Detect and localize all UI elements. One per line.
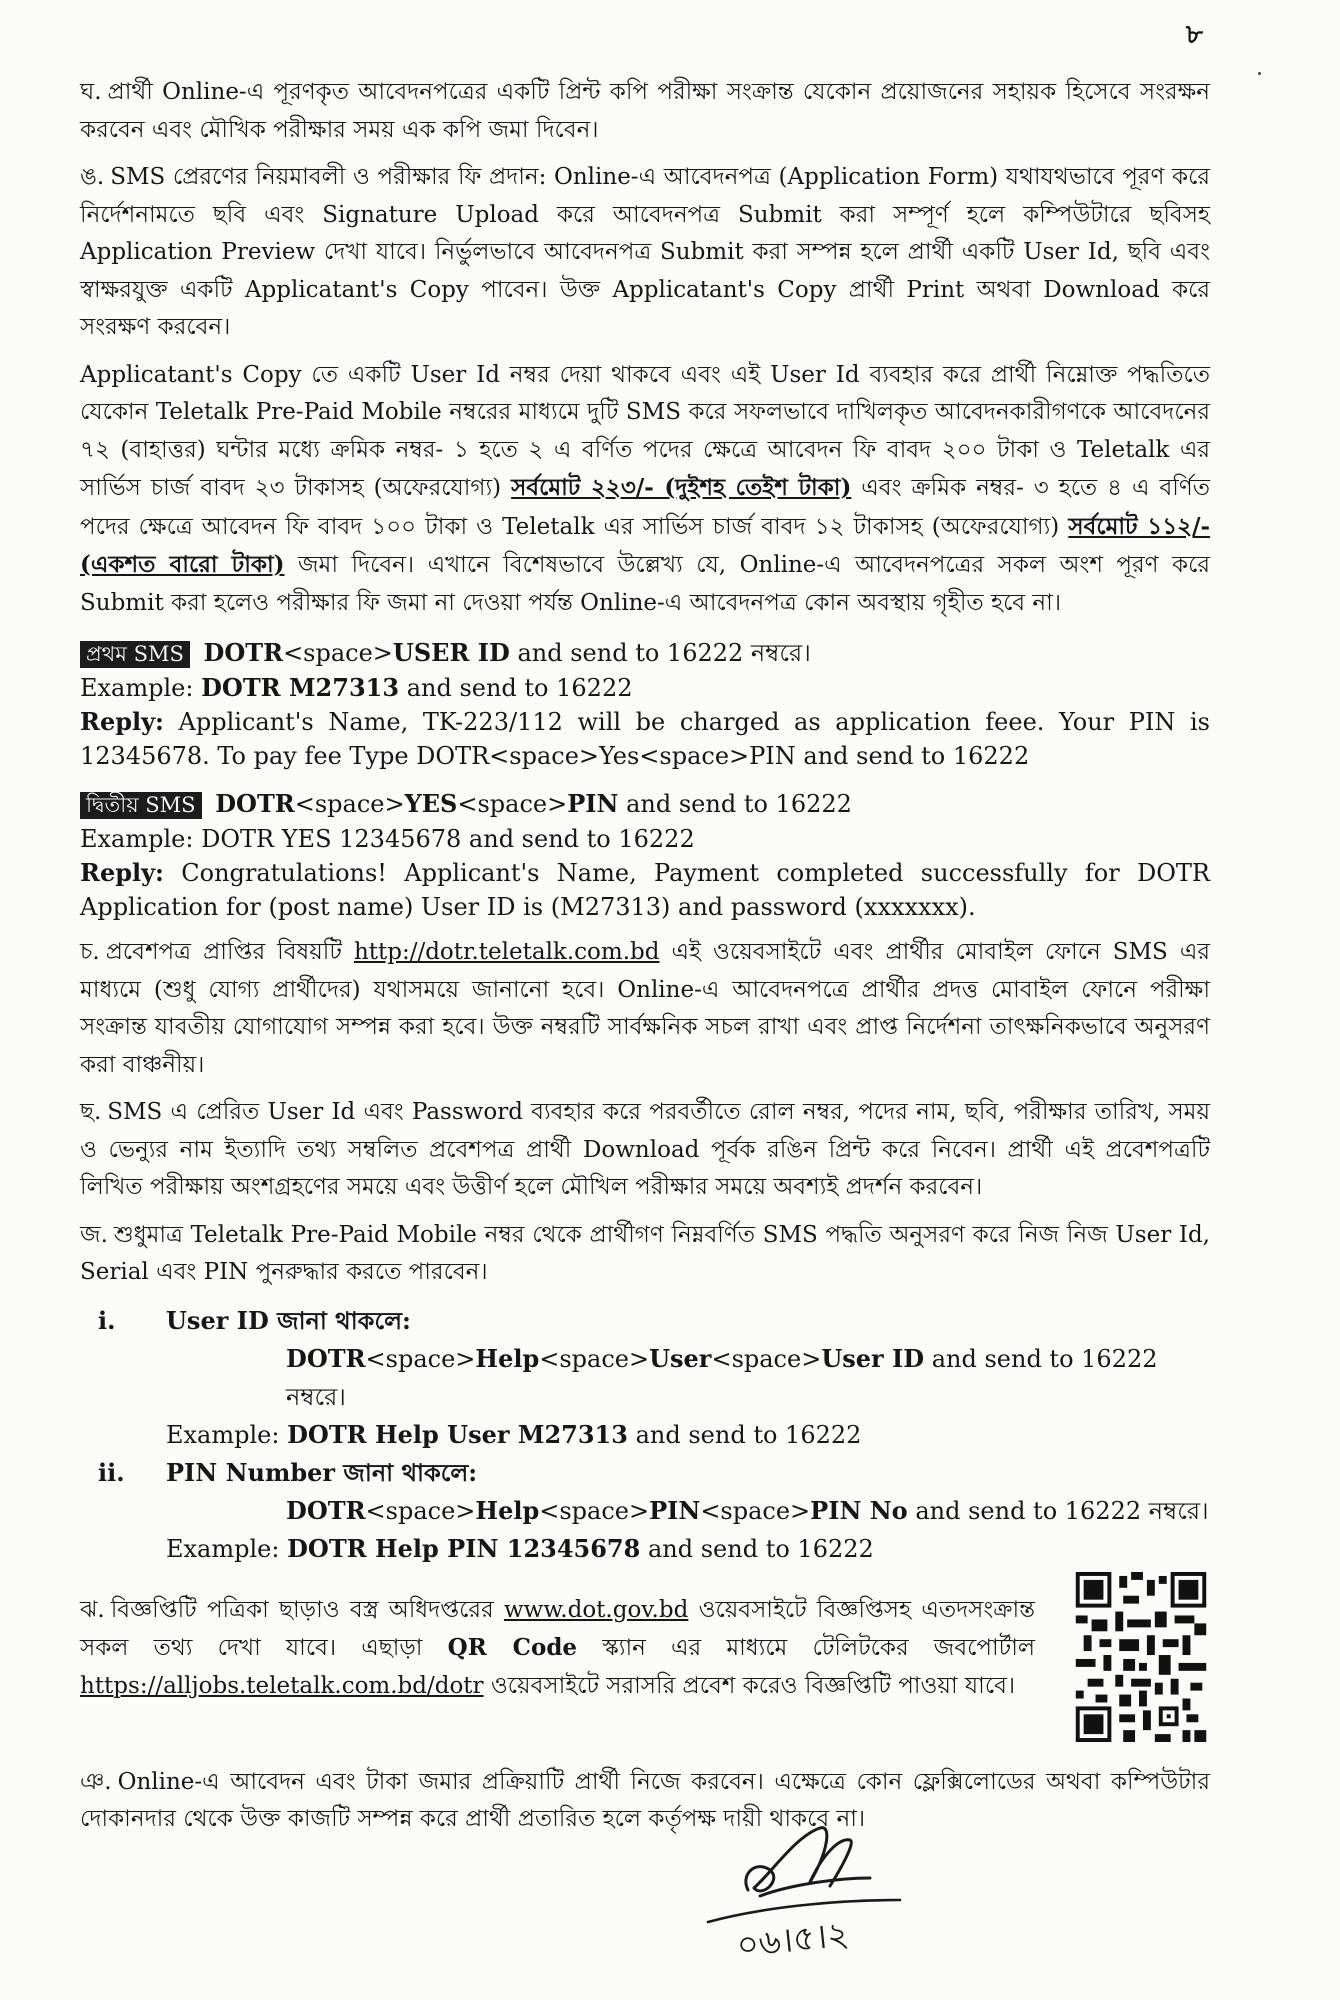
cmd-keyword: Help — [475, 1343, 540, 1373]
cmd-space: <space> — [283, 639, 393, 667]
first-sms-block — [80, 636, 1210, 773]
fee-text-2: এবং ক্রমিক নম্বর- ৩ হতে ৪ এ বর্ণিত পদের ক্ষেত্রে আবেদন ফি বাবদ ১০০ টাকা ও Teletalk এর সার্ভিস চার্জ বাবদ ১২ টাকাসহ (অফেরযোগ্য) — [80, 475, 1211, 540]
fee-text-1: Applicatant's Copy তে একটি User Id নম্বর দেয়া থাকবে এবং এই User Id ব্যবহার করে প্রার্থী নিম্নোক্ত পদ্ধতিতে যেকোন Teletalk Pre-Paid Mobile নম্বরের মাধ্যমে দুটি SMS করে সফলভাবে দাখিলকৃত আবেদনকারীগণকে আবেদনের ৭২ (বাহাত্তর) ঘন্টার মধ্যে ক্রমিক নম্বর- ১ হতে ২ এ বর্ণিত পদের ক্ষেত্রে আবেদন ফি বাবদ ২০০ টাকা ও Teletalk এর সার্ভিস চার্জ বাবদ ২৩ টাকাসহ (অফেরযোগ্য) — [80, 361, 1210, 501]
cmd-keyword: DOTR — [286, 1343, 366, 1373]
page-number: ৮ — [1186, 20, 1203, 50]
retrieve-command — [80, 1492, 1210, 1530]
cmd-rest: and send to 16222 নম্বরে। — [517, 639, 811, 667]
retrieve-item — [80, 1454, 1210, 1568]
qr-section — [80, 1592, 1210, 1742]
paragraph-text: Online-এ আবেদন এবং টাকা জমার প্রক্রিয়াটি প্রার্থী নিজে করবেন। এক্ষেত্রে কোন ফ্লেক্সিলোডের অথবা কম্পিউটার দোকানদার থেকে উক্ত কাজটি সম্পন্ন করে প্রার্থী প্রতারিত হলে কর্তৃপক্ষ দায়ী থাকবে না। — [80, 1768, 1210, 1832]
teletalk-jobs-link[interactable]: https://alljobs.teletalk.com.bd/dotr — [80, 1672, 484, 1699]
retrieve-item — [80, 1302, 1210, 1454]
document-body — [80, 74, 1210, 1849]
example-label: Example: — [166, 1420, 280, 1449]
example-label: Example: — [166, 1534, 280, 1563]
first-sms-reply — [80, 705, 1210, 773]
retrieve-example — [80, 1530, 1210, 1568]
first-sms-example — [80, 671, 1210, 705]
paragraph-cha — [80, 934, 1210, 1084]
cmd-keyword: PIN No — [810, 1495, 908, 1525]
example-code: DOTR M27313 — [201, 673, 400, 702]
reply-text: Applicant's Name, TK-223/112 will be charged as application feee. Your PIN is 12345678. To pay fee Type DOTR<space>Yes<space>PIN and send to 16222 — [80, 708, 1210, 770]
qr-code-label: QR Code — [447, 1634, 578, 1661]
cmd-space: <space> — [700, 1496, 811, 1525]
paragraph-text: স্ক্যান এর মাধ্যমে টেলিটকের জবপোর্টাল — [602, 1635, 1036, 1661]
paragraph-nya — [80, 1764, 1210, 1839]
cmd-rest: and send to 16222 নম্বরে। — [286, 1344, 1158, 1411]
cmd-space: <space> — [365, 1496, 476, 1525]
example-code: DOTR Help PIN 12345678 — [287, 1533, 641, 1563]
dot-website-link[interactable]: www.dot.gov.bd — [503, 1596, 689, 1623]
retrieve-heading: PIN Number জানা থাকলে: — [166, 1457, 478, 1487]
example-rest: and send to 16222 — [635, 1420, 862, 1449]
second-sms-block — [80, 787, 1210, 924]
paragraph-text: প্রবেশপত্র প্রাপ্তির বিষয়টি — [105, 939, 342, 965]
cmd-keyword: DOTR — [203, 638, 284, 667]
cmd-space: <space> — [365, 1344, 476, 1373]
cmd-space: <space> — [711, 1344, 822, 1373]
retrieve-list — [80, 1302, 1210, 1568]
second-sms-example: Example: DOTR YES 12345678 and send to 16222 — [80, 825, 695, 853]
roman-numeral: ii. — [98, 1457, 125, 1487]
reply-label: Reply: — [80, 858, 164, 887]
paragraph-marker: ঙ. — [80, 164, 105, 190]
paragraph-text: SMS প্রেরণের নিয়মাবলী ও পরীক্ষার ফি প্রদান: Online-এ আবেদনপত্র (Application Form) যথাযথভাবে পূরণ করে নির্দেশনামতে ছবি এবং Signature Upload করে আবেদনপত্র Submit করা সম্পূর্ণ হলে কম্পিউটারে ছবিসহ Application Preview দেখা যাবে। নির্ভুলভাবে আবেদনপত্র Submit করা সম্পন্ন হলে প্রার্থী একটি User Id, ছবি এবং স্বাক্ষরযুক্ত একটি Applicatant's Copy পাবেন। উক্ত Applicatant's Copy প্রার্থী Print অথবা Download করে সংরক্ষণ করবেন। — [80, 164, 1210, 340]
example-label: Example: — [80, 674, 194, 702]
total-fee-1: সর্বমোট ২২৩/- (দুইশহ তেইশ টাকা) — [511, 474, 852, 501]
cmd-keyword: User — [649, 1343, 712, 1373]
retrieve-example — [80, 1416, 1210, 1454]
signature-date: ০৬।৫।২ — [734, 1914, 852, 1966]
paragraph-marker: ঘ. — [80, 79, 102, 105]
retrieve-command — [80, 1340, 1210, 1416]
cmd-rest: and send to 16222 নম্বরে। — [915, 1496, 1209, 1525]
paragraph-text: প্রার্থী Online-এ পূরণকৃত আবেদনপত্রের একটি প্রিন্ট কপি পরীক্ষা সংক্রান্ত যেকোন প্রয়োজনের সহায়ক হিসেবে সংরক্ষন করবেন এবং মৌখিক পরীক্ষার সময় এক কপি জমা দিবেন। — [80, 79, 1210, 143]
scan-speck — [1258, 72, 1261, 75]
reply-text: Congratulations! Applicant's Name, Payment completed successfully for DOTR Application for (post name) User ID is (M27313) and password (xxxxxxx). — [80, 859, 1210, 921]
paragraph-marker: জ. — [80, 1221, 108, 1248]
cmd-keyword: USER ID — [392, 638, 510, 667]
cmd-keyword: PIN — [649, 1495, 701, 1525]
roman-numeral: i. — [98, 1305, 116, 1335]
cmd-space: <space> — [457, 790, 568, 818]
paragraph-jha — [80, 1592, 1035, 1706]
second-sms-reply — [80, 856, 1210, 924]
cmd-keyword: DOTR — [286, 1495, 366, 1525]
reply-label: Reply: — [80, 707, 164, 736]
paragraph-marker: চ. — [80, 939, 100, 965]
second-sms-tag: দ্বিতীয় SMS — [80, 792, 202, 819]
cmd-keyword: Help — [475, 1495, 540, 1525]
cmd-keyword: PIN — [567, 789, 619, 818]
paragraph-marker: ঞ. — [80, 1768, 112, 1795]
cmd-keyword: User ID — [821, 1343, 925, 1373]
cmd-rest: and send to 16222 — [626, 790, 852, 818]
cmd-space: <space> — [539, 1344, 650, 1373]
paragraph-marker: ছ. — [80, 1099, 102, 1125]
paragraph-umo — [80, 159, 1210, 347]
example-rest: and send to 16222 — [647, 1534, 874, 1563]
example-rest: and send to 16222 — [406, 674, 633, 702]
paragraph-text: শুধুমাত্র Teletalk Pre-Paid Mobile নম্বর থেকে প্রার্থীগণ নিম্নবর্ণিত SMS পদ্ধতি অনুসরণ করে নিজ নিজ User Id, Serial এবং PIN পুনরুদ্ধার করতে পারবেন। — [80, 1221, 1210, 1285]
first-sms-tag: প্রথম SMS — [80, 641, 190, 668]
example-code: DOTR Help User M27313 — [287, 1419, 628, 1449]
cmd-space: <space> — [539, 1496, 650, 1525]
second-sms-command — [80, 787, 1210, 822]
admit-card-link[interactable]: http://dotr.teletalk.com.bd — [353, 939, 660, 965]
signature-strokes — [708, 1828, 900, 1922]
paragraph-text: বিজ্ঞপ্তিটি পত্রিকা ছাড়াও বস্ত্র অধিদপ্তরের — [110, 1596, 494, 1623]
paragraph-text: এই ওয়েবসাইটে এবং প্রার্থীর মোবাইল ফোনে SMS এর মাধ্যমে (শুধু যোগ্য প্রার্থীদের) যথাসময়ে জানানো হবে। Online-এ আবেদনপত্রে প্রার্থীর প্রদত্ত মোবাইল ফোনে পরীক্ষা সংক্রান্ত যাবতীয় যোগাযোগ সম্পন্ন করা হবে। উক্ত নম্বরটি সার্বক্ষনিক সচল রাখা এবং প্রাপ্ত নির্দেশনা তাৎক্ষনিকভাবে অনুসরণ করা বাঞ্চনীয়। — [80, 939, 1211, 1078]
paragraph-chha — [80, 1094, 1210, 1207]
paragraph-gha — [80, 74, 1210, 149]
cmd-space: <space> — [294, 790, 405, 818]
cmd-keyword: YES — [404, 789, 458, 818]
paragraph-ja — [80, 1217, 1210, 1292]
cmd-keyword: DOTR — [215, 789, 295, 818]
first-sms-command — [80, 636, 1210, 671]
total-fee-2: সর্বমোট ১১২/- (একশত বারো টাকা) — [80, 512, 1211, 578]
paragraph-text: ওয়েবসাইটে বিজ্ঞপ্তিসহ এতদসংক্রান্ত সকল তথ্য দেখা যাবে। এছাড়া — [80, 1596, 1036, 1661]
paragraph-fee — [80, 357, 1210, 623]
paragraph-marker: ঝ. — [80, 1596, 105, 1623]
retrieve-heading: User ID জানা থাকলে: — [166, 1305, 411, 1335]
fee-text-3: জমা দিবেন। এখানে বিশেষভাবে উল্লেখ্য যে, Online-এ আবেদনপত্রের সকল অংশ পূরণ করে Submit করা হলেও পরীক্ষার ফি জমা না দেওয়া পর্যন্ত Online-এ আবেদনপত্র কোন অবস্থায় গৃহীত হবে না। — [80, 552, 1211, 616]
paragraph-text: ওয়েবসাইটে সরাসরি প্রবেশ করেও বিজ্ঞপ্তিটি পাওয়া যাবে। — [490, 1672, 1016, 1699]
qr-code[interactable] — [1075, 1572, 1207, 1742]
signature — [700, 1812, 910, 1972]
paragraph-text: SMS এ প্রেরিত User Id এবং Password ব্যবহার করে পরবর্তীতে রোল নম্বর, পদের নাম, ছবি, পরীক্ষার তারিখ, সময় ও ভেন্যুর নাম ইত্যাদি তথ্য সম্বলিত প্রবেশপত্র প্রার্থী Download পূর্বক রঙিন প্রিন্ট করে নিবেন। প্রার্থী এই প্রবেশপত্রটি লিখিত পরীক্ষায় অংশগ্রহণের সময়ে এবং উত্তীর্ণ হলে মৌখিল পরীক্ষার সময়ে অবশ্যই প্রদর্শন করবেন। — [80, 1099, 1210, 1200]
